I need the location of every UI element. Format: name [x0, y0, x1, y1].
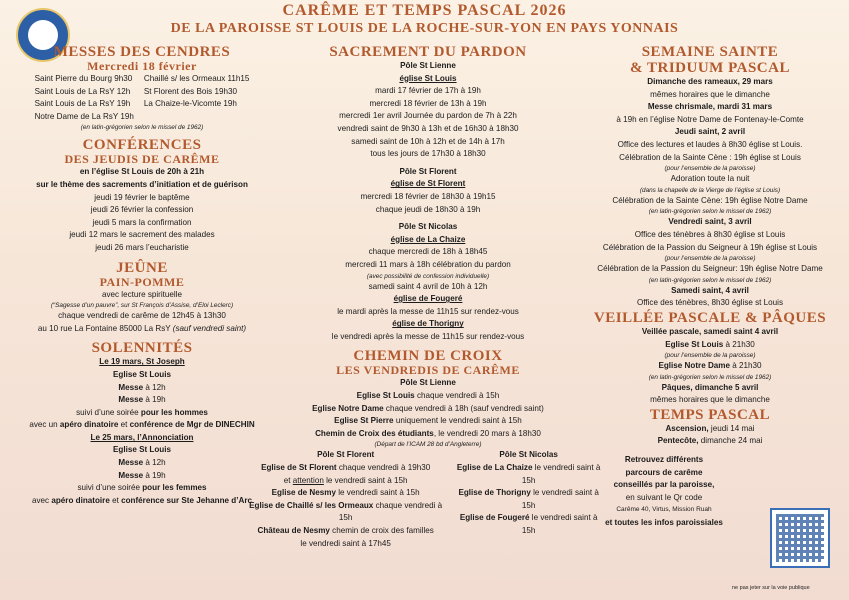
list-item: chaque mercredi de 18h à 18h45: [368, 247, 488, 257]
list-item: à 21h30: [732, 361, 762, 371]
cendres-list: [6, 73, 278, 123]
list-item: jeudi 14 mai: [710, 423, 755, 433]
list-item: mêmes horaires que le dimanche: [650, 395, 770, 405]
list-item: et: [283, 475, 291, 485]
list-item: chaque vendredi à 19h30: [338, 463, 431, 473]
column-right: [574, 44, 846, 530]
church-label: Château de Nesmy: [257, 526, 330, 535]
pole-label: Pôle St Lienne: [400, 378, 456, 388]
church-label: Eglise St Pierre: [334, 416, 394, 426]
list-item: Célébration de la Passion du Seigneur: 19h église Notre Dame: [597, 264, 823, 274]
note: (en latin-grégorien selon le missel de 1962): [648, 276, 772, 284]
jeune-note: (sauf vendredi saint): [172, 323, 247, 333]
church-label: église de Thorigny: [392, 319, 464, 329]
sol-text: et: [120, 420, 128, 430]
sol-mass: Messe: [118, 395, 144, 405]
list-item: Célébration de la Sainte Cène: 19h église Notre Dame: [612, 195, 808, 205]
promo-line: en suivant le Qr code: [625, 492, 703, 502]
list-item: jeudi 12 mars le sacrement des malades: [69, 230, 215, 240]
church-label: Eglise de Thorigny: [458, 488, 531, 498]
sol-date: Le 25 mars, l’Annonciation: [90, 432, 194, 442]
sol-text: suivi d’une soirée: [77, 483, 140, 493]
list-item: Saint Louis de La RsY 12h: [34, 86, 131, 96]
church-label: Eglise Notre Dame: [312, 403, 384, 413]
conf-theme: sur le thème des sacrements d’initiation et de guérison: [36, 179, 248, 189]
list-item: Notre Dame de La RsY 19h: [34, 111, 134, 121]
list-item: jeudi 26 février la confession: [90, 205, 194, 215]
sol-text: et: [112, 495, 119, 505]
jeune-title: JEÛNE: [116, 259, 168, 276]
list-item: chaque vendredi à 18h (sauf vendredi saint): [385, 403, 544, 413]
church-label: Eglise de Nesmy: [271, 488, 336, 498]
list-item: attention: [292, 475, 324, 485]
conf-subtitle: DES JEUDIS DE CARÊME: [64, 152, 220, 167]
cendres-date: Mercredi 18 février: [87, 59, 197, 73]
list-item: St Florent des Bois 19h30: [143, 86, 237, 96]
list-item: à 19h en l’église Notre Dame de Fontenay-le-Comte: [616, 114, 804, 124]
list-item: Saint Louis de La RsY 19h: [34, 99, 131, 109]
sol-text: avec: [32, 495, 50, 505]
semaine-title: SEMAINE SAINTE: [641, 44, 779, 60]
list-item: le vendredi saint à 15h: [326, 475, 408, 485]
page-title: CARÊME ET TEMPS PASCAL 2026: [282, 2, 567, 19]
cendres-note: (en latin-grégorien selon le missel de 1962): [80, 124, 204, 132]
church-label: Chemin de Croix des étudiants: [315, 428, 434, 438]
list-item: Office des ténèbres à 8h30 église st Louis: [634, 229, 786, 239]
list-item: le mardi après la messe de 11h15 sur rendez-vous: [337, 306, 519, 316]
conf-place: en l’église St Louis de 20h à 21h: [79, 167, 205, 177]
sol-title: SOLENNITÉS: [91, 340, 193, 357]
day-heading: Veillée pascale, samedi saint 4 avril: [641, 326, 779, 336]
list-item: Célébration de la Passion du Seigneur à 19h église st Louis: [602, 242, 818, 252]
day-heading: Jeudi saint, 2 avril: [674, 127, 746, 137]
sol-text: suivi d’une soirée: [76, 407, 139, 417]
pole-label: Pôle St Nicolas: [499, 450, 558, 460]
list-item: vendredi saint de 9h30 à 13h et de 16h30 à 18h30: [337, 123, 519, 133]
pardon-title: SACREMENT DU PARDON: [329, 44, 527, 60]
jeune-line: avec lecture spirituelle: [101, 289, 183, 299]
sol-mass: Messe: [118, 382, 144, 392]
list-item: La Chaize-le-Vicomte 19h: [143, 99, 237, 109]
list-item: le vendredi saint à 15h: [338, 488, 420, 498]
promo-line: Retrouvez différents: [624, 455, 704, 465]
sol-mass: Messe: [118, 470, 144, 480]
church-label: église de La Chaize: [390, 234, 466, 244]
list-item: jeudi 5 mars la confirmation: [92, 217, 192, 227]
day-heading: Pentecôte,: [657, 436, 699, 446]
sol-text: conférence sur Ste Jehanne d’Arc: [121, 495, 252, 505]
note: (dans la chapelle de la Vierge de l’église st Louis): [639, 186, 781, 194]
church-label: Eglise de Fougeré: [459, 513, 530, 523]
sol-text: conférence de Mgr de DINECHIN: [129, 420, 255, 430]
list-item: le vendredi saint à 15h: [521, 488, 599, 510]
sol-text: pour les femmes: [142, 483, 207, 493]
note: (en latin-grégorien selon le missel de 1962): [648, 208, 772, 216]
list-item: mêmes horaires que le dimanche: [650, 89, 770, 99]
list-item: le vendredi saint à 15h: [521, 513, 598, 535]
day-heading: Pâques, dimanche 5 avril: [661, 382, 759, 392]
sol-time: à 12h: [145, 458, 166, 468]
conf-title: CONFÉRENCES: [82, 137, 202, 154]
day-heading: Vendredi saint, 3 avril: [668, 217, 752, 227]
list-item: mercredi 11 mars à 18h célébration du pardon: [345, 259, 511, 269]
list-item: chaque vendredi à 15h: [416, 391, 500, 401]
sol-text: avec un: [29, 420, 58, 430]
note: (avec possibilité de confession individuelle): [366, 272, 490, 280]
list-item: Office des ténèbres, 8h30 église st Louis: [636, 298, 784, 308]
column-middle: [249, 44, 601, 550]
qr-code[interactable]: [770, 508, 830, 568]
promo-line: Carême 40, Virtus, Mission Ruah: [616, 506, 712, 514]
list-item: le vendredi saint à 17h45: [300, 538, 391, 548]
note: (Départ de l’ICAM 28 bd d’Angleterre): [374, 441, 482, 449]
sol-church: Eglise St Louis: [112, 445, 172, 455]
church-label: Eglise Notre Dame: [658, 361, 730, 371]
note: (pour l’ensemble de la paroisse): [664, 255, 756, 263]
list-item: Célébration de la Sainte Cène : 19h église st Louis: [619, 152, 801, 162]
list-item: jeudi 19 février le baptême: [94, 192, 190, 202]
day-heading: Dimanche des rameaux, 29 mars: [647, 77, 773, 86]
sol-time: à 12h: [145, 382, 166, 392]
list-item: le vendredi après la messe de 11h15 sur rendez-vous: [331, 331, 525, 341]
list-item: Office des lectures et laudes à 8h30 église st Louis.: [617, 139, 803, 149]
croix-poles: [242, 449, 602, 550]
croix-subtitle: LES VENDREDIS DE CARÊME: [336, 363, 520, 378]
note: (pour l’ensemble de la paroisse): [664, 165, 756, 173]
list-item: le vendredi saint à 15h: [521, 463, 601, 485]
semaine-title: & TRIDUUM PASCAL: [630, 60, 790, 76]
sol-time: à 19h: [145, 395, 166, 405]
sol-church: Eglise St Louis: [112, 369, 172, 379]
sol-date: Le 19 mars, St Joseph: [99, 357, 185, 367]
church-label: Eglise de Chaillé s/ les Ormeaux: [249, 500, 374, 510]
page-subtitle: DE LA PAROISSE ST LOUIS DE LA ROCHE-SUR-YON EN PAYS YONNAIS: [170, 21, 679, 36]
list-item: , le vendredi 20 mars à 18h30: [433, 428, 541, 438]
church-label: Eglise de La Chaize: [456, 463, 533, 473]
list-item: chaque jeudi de 18h30 à 19h: [375, 204, 481, 214]
pole-label: Pôle St Lienne: [400, 61, 456, 70]
list-item: Saint Pierre du Bourg 9h30: [34, 74, 133, 83]
list-item: mardi 17 février de 17h à 19h: [375, 86, 481, 96]
church-label: Eglise St Louis: [665, 339, 724, 349]
church-label: église St Louis: [399, 73, 457, 83]
pascal-title: TEMPS PASCAL: [649, 406, 771, 423]
church-label: Eglise St Louis: [356, 391, 415, 401]
church-label: Eglise de St Florent: [261, 463, 337, 473]
sol-text: apéro dinatoire: [51, 495, 110, 505]
day-heading: Ascension,: [665, 423, 709, 433]
veillee-title: VEILLÉE PASCALE & PÂQUES: [593, 309, 827, 326]
note: (pour l’ensemble de la paroisse): [664, 352, 756, 360]
promo-line: conseillés par la paroisse,: [613, 480, 715, 490]
pole-label: Pôle St Florent: [317, 450, 375, 460]
list-item: à 21h30: [725, 339, 755, 349]
jeune-line: chaque vendredi de carême de 12h45 à 13h30: [58, 311, 226, 321]
sol-text: pour les hommes: [140, 407, 208, 417]
pole-label: Pôle St Florent: [399, 166, 457, 176]
sol-text: apéro dinatoire: [59, 420, 119, 430]
promo-line: et toutes les infos paroissiales: [605, 518, 723, 528]
day-heading: Samedi saint, 4 avril: [671, 285, 749, 295]
list-item: chemin de croix des familles: [332, 526, 434, 535]
list-item: samedi saint 4 avril de 10h à 12h: [368, 281, 488, 291]
promo-block: [574, 454, 754, 530]
list-item: mercredi 18 février de 13h à 19h: [369, 98, 487, 108]
list-item: jeudi 26 mars l’eucharistie: [95, 242, 189, 252]
day-heading: Messe chrismale, mardi 31 mars: [647, 102, 773, 112]
list-item: Chaillé s/ les Ormeaux 11h15: [143, 74, 250, 83]
list-item: dimanche 24 mai: [700, 436, 763, 446]
cendres-title: MESSES DES CENDRES: [53, 44, 231, 60]
list-item: mercredi 1er avril Journée du pardon de 7h à 22h: [339, 111, 517, 121]
croix-title: CHEMIN DE CROIX: [353, 348, 503, 365]
list-item: uniquement le vendredi saint à 15h: [395, 416, 522, 426]
list-item: chaque vendredi à 15h: [338, 500, 443, 523]
jeune-note: (“Sagesse d’un pauvre”, sur St François d’Assise, d’Eloi Leclerc): [50, 302, 234, 310]
jeune-line: au 10 rue La Fontaine 85000 La RsY: [37, 323, 171, 333]
footer-note: ne pas jeter sur la voie publique: [732, 585, 810, 591]
list-item: tous les jours de 17h30 à 18h30: [370, 149, 486, 159]
list-item: mercredi 18 février de 18h30 à 19h15: [360, 191, 496, 201]
column-left: [6, 44, 278, 507]
list-item: samedi saint de 10h à 12h et de 14h à 17h: [351, 136, 505, 146]
note: (en latin-grégorien selon le missel de 1962): [648, 373, 772, 381]
sol-mass: Messe: [118, 458, 144, 468]
church-label: église de St Florent: [390, 179, 466, 189]
list-item: Adoration toute la nuit: [670, 174, 750, 184]
pole-label: Pôle St Nicolas: [398, 222, 458, 232]
sol-time: à 19h: [145, 470, 166, 480]
jeune-subtitle: PAIN-POMME: [99, 274, 185, 289]
promo-line: parcours de carême: [625, 467, 703, 477]
church-label: église de Fougeré: [393, 294, 463, 304]
